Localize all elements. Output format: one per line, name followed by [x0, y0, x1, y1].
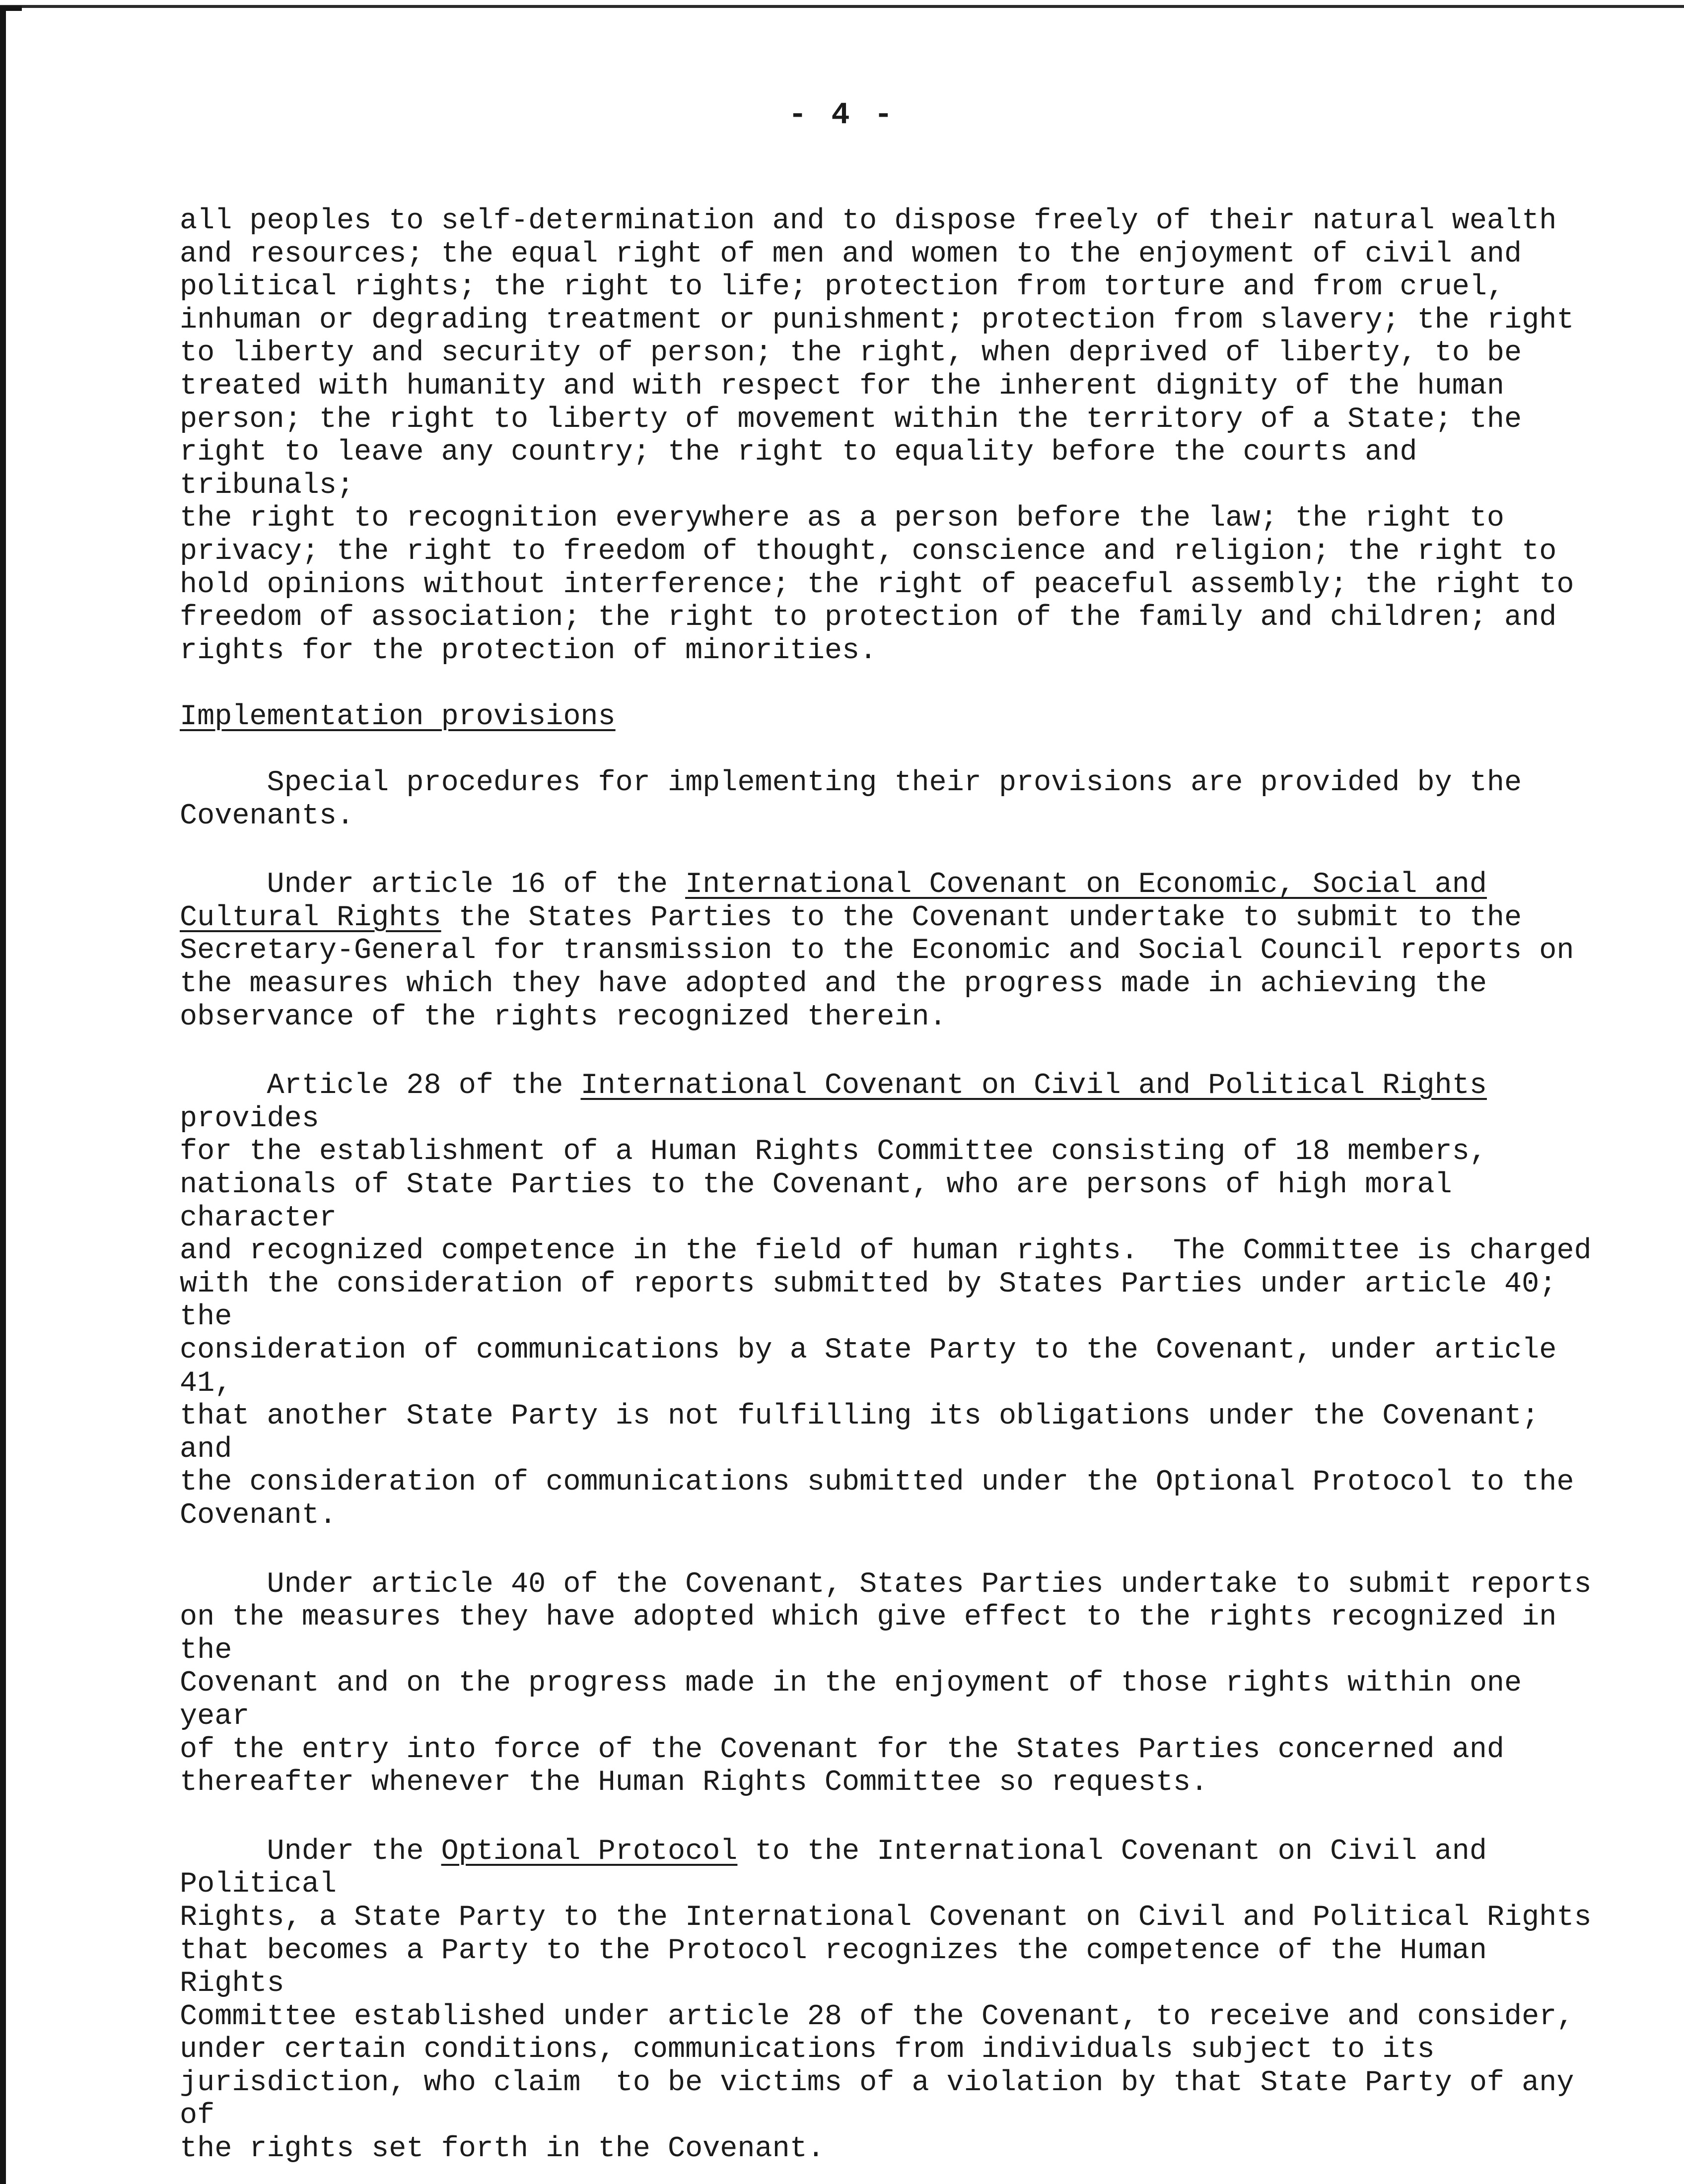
covenant-economic-title-line2: Cultural Rights: [180, 900, 441, 934]
covenant-civil-political-title: International Covenant on Civil and Political Rights: [580, 1069, 1487, 1102]
spacer: [180, 1532, 1595, 1568]
paragraph-rights-list: all peoples to self-determination and to dispose freely of their natural wealth and resources; the equal right of men and women to the enjoyment of civil and political rights; the right to life; protection from torture and from cruel, inhuman or degrading treatment or punishment; protection from slavery; the right to liberty and security of person; the right, when deprived of liberty, to be treated with humanity and with respect for the inherent dignity of the human person; the right to liberty of movement within the territory of a State; the right to leave any country; the right to equality before the courts and tribunals; the right to recognition everywhere as a person before the law; the right to privacy; the right to freedom of thought, conscience and religion; the right to hold opinions without interference; the right of peaceful assembly; the right to freedom of association; the right to protection of the family and children; and rights for the protection of minorities.: [180, 204, 1574, 667]
paragraph-optional-protocol-body: to the International Covenant on Civil and Political Rights, a State Party to the International Covenant on Civil and Political Rights that becomes a Party to the Protocol recognizes the competence of the Human Rights Committee established under article 28 of the Covenant, to receive and consider, under certain conditions, communications from individuals subject to its jurisdiction, who claim to be victims of a violation by that State Party of any of the rights set forth in the Covenant.: [180, 1834, 1592, 2166]
document-body: [180, 205, 1595, 2166]
paragraph-optional-protocol-intro: Under the: [180, 1834, 441, 1868]
scan-top-border: [0, 5, 1684, 8]
paragraph-article-28: [180, 1069, 1595, 1532]
scan-corner-mark: [0, 6, 22, 11]
paragraph-article-28-intro: Article 28 of the: [180, 1069, 581, 1102]
section-heading-text: Implementation provisions: [180, 699, 616, 733]
paragraph-article-16: [180, 868, 1595, 1033]
paragraph-special-procedures: Special procedures for implementing their provisions are provided by the Covenants.: [180, 766, 1522, 832]
spacer: [180, 734, 1595, 767]
optional-protocol-title: Optional Protocol: [441, 1834, 738, 1868]
paragraph-article-40: Under article 40 of the Covenant, States Parties undertake to submit reports on the measures they have adopted which give effect to the rights recognized in the Covenant and on the progress made in the enjoyment of those rights within one year of the entry into force of the Covenant for the States Parties concerned and thereafter whenever the Human Rights Committee so requests.: [180, 1567, 1592, 1799]
paragraph-article-16-body: the States Parties to the Covenant undertake to submit to the Secretary-General for transmission to the Economic and Social Council reports on the measures which they have adopted and the progress made in achieving the observance of the rights recognized therein.: [180, 900, 1574, 1033]
covenant-economic-title-line1: International Covenant on Economic, Social and: [685, 868, 1487, 901]
paragraph-article-28-body: provides for the establishment of a Human Rights Committee consisting of 18 members, nationals of State Parties to the Covenant, who are persons of high moral character and recognized competence in the field of human rights. The Committee is charged with the consideration of reports submitted by States Parties under article 40; the consideration of communications by a State Party to the Covenant, under article 41, that another State Party is not fulfilling its obligations under the Covenant; and the consideration of communications submitted under the Optional Protocol to the Covenant.: [180, 1101, 1592, 1532]
spacer: [180, 832, 1595, 868]
section-heading: [180, 700, 1595, 734]
paragraph-optional-protocol: [180, 1835, 1595, 2166]
spacer: [180, 1033, 1595, 1069]
spacer: [180, 667, 1595, 700]
page-number: - 4 -: [788, 97, 896, 133]
paragraph-article-16-intro: Under article 16 of the: [180, 868, 686, 901]
scan-left-border: [0, 6, 6, 2184]
spacer: [180, 1799, 1595, 1835]
